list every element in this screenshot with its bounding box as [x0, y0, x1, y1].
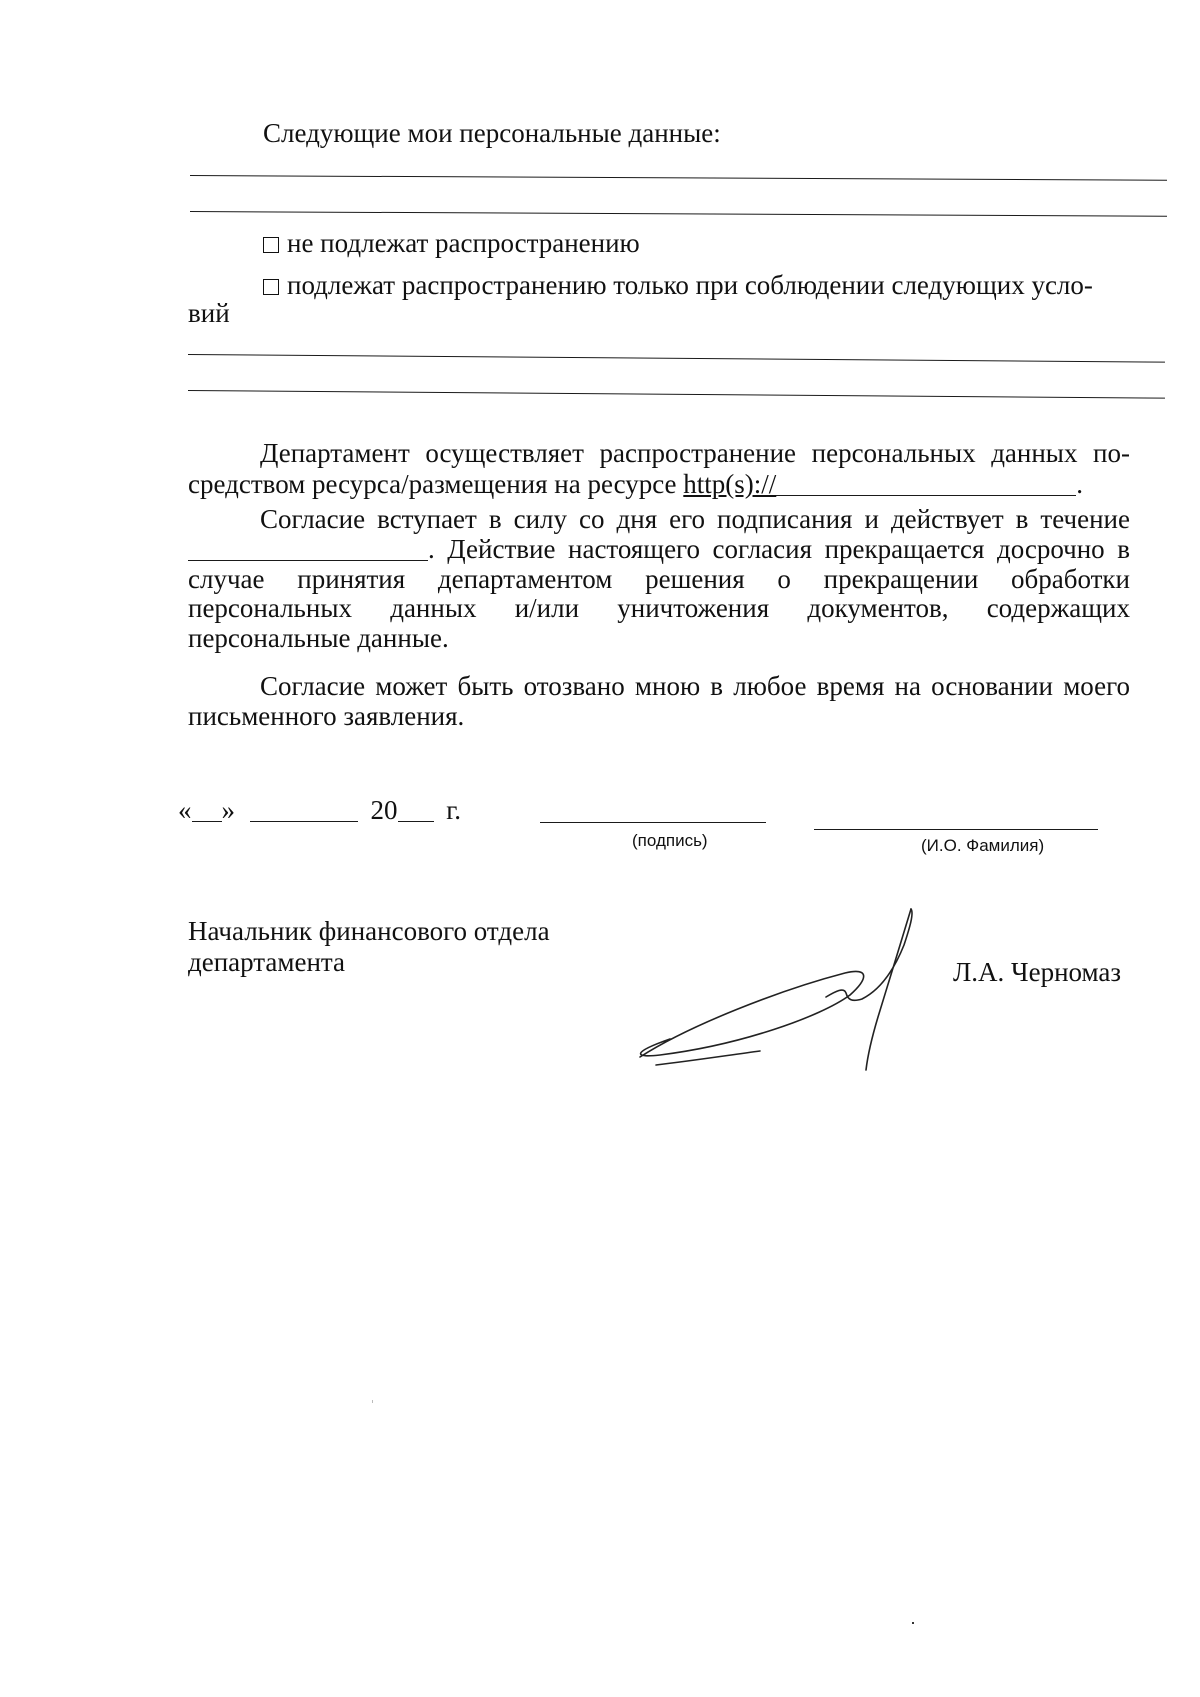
- paragraph-validity-first: Согласие вступает в силу со дня его подписания и действует в течение: [260, 504, 1130, 534]
- scan-speck: [912, 1622, 914, 1624]
- signer-name: Л.А. Черномаз: [953, 957, 1122, 987]
- resource-url: http(s)://: [683, 469, 777, 499]
- year-prefix: 20: [370, 795, 398, 825]
- paragraph-text: средством ресурса/размещения на ресурсе: [188, 469, 684, 499]
- paragraph-text: . Действие настоящего согласия прекращается досрочно в случае принятия департаментом решения о прекращении обработки персональных данных и/или уничтожения документов, содержащих персональные данные.: [188, 534, 1130, 653]
- year-suffix: г.: [446, 795, 462, 825]
- paragraph-validity: [188, 535, 1130, 653]
- paragraph-revocation: Согласие может быть отозвано мною в любое время на основании моего письменного заявления.: [188, 671, 1130, 731]
- option-label: подлежат распространению только при соблюдении следующих усло-: [287, 270, 1093, 300]
- checkbox-conditional[interactable]: [263, 279, 279, 295]
- option-label-continuation: вий: [188, 298, 230, 328]
- day-blank[interactable]: [192, 799, 222, 822]
- position-line-1: Начальник финансового отдела: [188, 916, 550, 946]
- duration-blank[interactable]: [188, 538, 428, 561]
- checkbox-not-distributed[interactable]: [263, 237, 279, 253]
- scan-speck: [372, 1400, 373, 1403]
- option-label: не подлежат распространению: [287, 228, 640, 258]
- intro-text: Следующие мои персональные данные:: [263, 118, 721, 148]
- quote-open: «: [178, 795, 192, 825]
- url-blank[interactable]: [776, 473, 1076, 496]
- conditions-blank-line-2[interactable]: [188, 390, 1165, 399]
- paragraph-distribution-line-2: [188, 469, 1083, 499]
- name-line[interactable]: [814, 829, 1098, 830]
- month-blank[interactable]: [250, 799, 358, 822]
- name-caption: (И.О. Фамилия): [921, 836, 1045, 855]
- data-blank-line-2[interactable]: [190, 211, 1167, 217]
- position-line-2: департамента: [188, 947, 346, 977]
- date-line: [178, 795, 461, 825]
- conditions-blank-line-1[interactable]: [188, 354, 1165, 363]
- year-blank[interactable]: [398, 799, 434, 822]
- signature-caption: (подпись): [632, 831, 708, 850]
- period: .: [1076, 469, 1084, 499]
- option-conditional: [263, 270, 1093, 300]
- quote-close: »: [221, 795, 235, 825]
- data-blank-line-1[interactable]: [190, 175, 1167, 181]
- paragraph-distribution-line-1: Департамент осуществляет распространение персональных данных по-: [260, 438, 1130, 468]
- option-not-distributed: [263, 228, 640, 258]
- handwritten-signature: [630, 905, 920, 1080]
- signature-line[interactable]: [540, 822, 766, 823]
